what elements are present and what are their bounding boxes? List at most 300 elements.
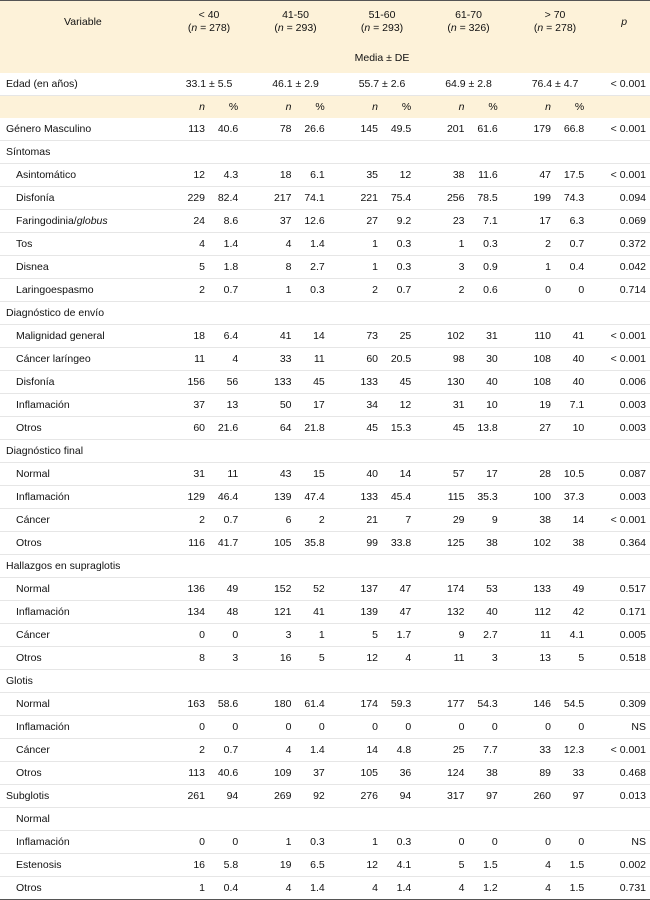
row-label: Cáncer <box>0 624 166 647</box>
pct-cell: 54.5 <box>555 693 598 716</box>
pct-cell: 12.6 <box>296 210 339 233</box>
p-value: NS <box>598 831 650 854</box>
pct-cell: 61.6 <box>469 118 512 141</box>
n-cell: 113 <box>166 118 209 141</box>
pct-cell: 54.3 <box>469 693 512 716</box>
pct-cell: 9 <box>469 509 512 532</box>
p-value: 0.006 <box>598 371 650 394</box>
pct-cell: 49 <box>209 578 252 601</box>
pct-cell: 17.5 <box>555 164 598 187</box>
p-value <box>598 808 650 831</box>
n-cell: 276 <box>339 785 382 808</box>
row-label: Normal <box>0 693 166 716</box>
pct-cell: 0.6 <box>469 279 512 302</box>
pct-cell: 48 <box>209 601 252 624</box>
pct-cell: 0.9 <box>469 256 512 279</box>
group-label: > 70 <box>544 9 566 21</box>
pct-cell: 58.6 <box>209 693 252 716</box>
row-label: Laringoespasmo <box>0 279 166 302</box>
p-value: < 0.001 <box>598 164 650 187</box>
n-cell: 179 <box>512 118 555 141</box>
n-cell: 17 <box>512 210 555 233</box>
pct-cell: 47 <box>382 578 425 601</box>
n-cell <box>166 555 209 578</box>
n-header: n <box>372 101 378 113</box>
n-cell: 105 <box>252 532 295 555</box>
table-row <box>0 463 650 486</box>
n-cell: 43 <box>252 463 295 486</box>
n-cell: 19 <box>252 854 295 877</box>
n-cell: 24 <box>166 210 209 233</box>
pct-cell: 1.5 <box>469 854 512 877</box>
pct-cell: 0 <box>469 716 512 739</box>
n-cell: 108 <box>512 371 555 394</box>
p-value <box>598 555 650 578</box>
table-row <box>0 164 650 187</box>
pct-header: % <box>469 96 512 119</box>
pct-cell <box>209 141 252 164</box>
n-cell: 3 <box>425 256 468 279</box>
pct-cell: 53 <box>469 578 512 601</box>
section-label: Diagnóstico final <box>0 440 166 463</box>
pct-cell <box>469 141 512 164</box>
n-cell: 38 <box>425 164 468 187</box>
pct-cell: 4.8 <box>382 739 425 762</box>
pct-cell: 1.4 <box>296 739 339 762</box>
p-value: 0.069 <box>598 210 650 233</box>
n-cell: 11 <box>166 348 209 371</box>
n-cell <box>252 141 295 164</box>
n-cell: 139 <box>252 486 295 509</box>
pct-cell: 40.6 <box>209 762 252 785</box>
row-label: Otros <box>0 762 166 785</box>
section-label: Hallazgos en supraglotis <box>0 555 166 578</box>
pct-cell: 0 <box>555 279 598 302</box>
pct-cell: 0 <box>209 716 252 739</box>
n-cell: 0 <box>512 279 555 302</box>
p-value: 0.309 <box>598 693 650 716</box>
n-cell: 78 <box>252 118 295 141</box>
n-cell: 89 <box>512 762 555 785</box>
p-value: 0.087 <box>598 463 650 486</box>
pct-cell: 56 <box>209 371 252 394</box>
n-cell: 27 <box>339 210 382 233</box>
row-label: Inflamación <box>0 601 166 624</box>
pct-cell: 0.4 <box>555 256 598 279</box>
pct-cell: 40 <box>469 371 512 394</box>
p-value: < 0.001 <box>598 325 650 348</box>
n-cell <box>339 808 382 831</box>
row-label: Faringodinia/globus <box>0 210 166 233</box>
pct-cell: 41 <box>296 601 339 624</box>
pct-cell: 74.3 <box>555 187 598 210</box>
pct-cell: 0.3 <box>382 256 425 279</box>
n-cell: 261 <box>166 785 209 808</box>
pct-cell: 2.7 <box>469 624 512 647</box>
table-row <box>0 486 650 509</box>
group-n-prefix: n <box>450 22 457 34</box>
table-row <box>0 509 650 532</box>
n-cell: 145 <box>339 118 382 141</box>
pct-cell: 6.4 <box>209 325 252 348</box>
n-cell: 110 <box>512 325 555 348</box>
pct-cell <box>209 670 252 693</box>
age-value: 55.7 ± 2.6 <box>339 73 426 96</box>
pct-cell: 14 <box>382 463 425 486</box>
table-row <box>0 739 650 762</box>
n-cell: 229 <box>166 187 209 210</box>
age-value: 46.1 ± 2.9 <box>252 73 339 96</box>
pct-cell: 40 <box>555 348 598 371</box>
pct-cell: 0.3 <box>296 831 339 854</box>
pct-cell: 37.3 <box>555 486 598 509</box>
pct-cell: 1.8 <box>209 256 252 279</box>
pct-cell: 14 <box>555 509 598 532</box>
row-label: Cáncer <box>0 739 166 762</box>
p-value: < 0.001 <box>598 739 650 762</box>
n-cell: 1 <box>252 279 295 302</box>
p-value <box>598 141 650 164</box>
p-header: p <box>598 1 650 44</box>
n-cell: 4 <box>512 854 555 877</box>
pct-cell: 66.8 <box>555 118 598 141</box>
n-cell: 221 <box>339 187 382 210</box>
p-value: 0.372 <box>598 233 650 256</box>
n-cell: 180 <box>252 693 295 716</box>
n-cell: 0 <box>425 831 468 854</box>
n-cell: 133 <box>339 371 382 394</box>
n-cell <box>252 555 295 578</box>
pct-cell: 0.4 <box>209 877 252 900</box>
n-cell: 2 <box>166 739 209 762</box>
n-cell: 100 <box>512 486 555 509</box>
n-cell: 112 <box>512 601 555 624</box>
group-header: < 40 (n = 278) <box>166 1 253 44</box>
table-row <box>0 325 650 348</box>
n-cell <box>512 302 555 325</box>
pct-cell <box>209 555 252 578</box>
n-cell: 41 <box>252 325 295 348</box>
p-value: 0.171 <box>598 601 650 624</box>
n-cell <box>512 670 555 693</box>
row-label: Disfonía <box>0 187 166 210</box>
n-cell: 11 <box>425 647 468 670</box>
pct-cell <box>555 555 598 578</box>
pct-cell: 14 <box>296 325 339 348</box>
p-value: 0.364 <box>598 532 650 555</box>
n-cell: 31 <box>166 463 209 486</box>
pct-cell: 1.4 <box>209 233 252 256</box>
group-n-prefix: n <box>277 22 284 34</box>
section-label: Glotis <box>0 670 166 693</box>
pct-cell <box>382 302 425 325</box>
pct-cell <box>296 670 339 693</box>
pct-cell: 1.4 <box>296 233 339 256</box>
n-cell <box>425 141 468 164</box>
pct-cell: 74.1 <box>296 187 339 210</box>
pct-cell <box>555 141 598 164</box>
n-cell: 60 <box>166 417 209 440</box>
row-label: Otros <box>0 647 166 670</box>
group-label: 41-50 <box>282 9 309 21</box>
pct-cell: 97 <box>469 785 512 808</box>
group-header: 51-60 (n = 293) <box>339 1 426 44</box>
n-cell: 0 <box>339 716 382 739</box>
pct-cell: 47 <box>382 601 425 624</box>
n-cell: 1 <box>166 877 209 900</box>
n-cell: 29 <box>425 509 468 532</box>
n-cell: 1 <box>425 233 468 256</box>
n-cell: 98 <box>425 348 468 371</box>
p-value: 0.003 <box>598 486 650 509</box>
pct-cell: 38 <box>555 532 598 555</box>
section-row <box>0 555 650 578</box>
table-row <box>0 371 650 394</box>
pct-cell: 5.8 <box>209 854 252 877</box>
p-value: 0.003 <box>598 417 650 440</box>
p-value: NS <box>598 716 650 739</box>
pct-cell: 82.4 <box>209 187 252 210</box>
p-value: 0.517 <box>598 578 650 601</box>
n-cell: 73 <box>339 325 382 348</box>
pct-cell: 4.3 <box>209 164 252 187</box>
n-cell: 125 <box>425 532 468 555</box>
pct-cell <box>296 302 339 325</box>
n-header: n <box>545 101 551 113</box>
n-cell: 113 <box>166 762 209 785</box>
pct-header: % <box>555 96 598 119</box>
table-row <box>0 854 650 877</box>
pct-cell: 41.7 <box>209 532 252 555</box>
group-n-value: = 293) <box>370 22 404 34</box>
n-cell: 5 <box>425 854 468 877</box>
row-label: Subglotis <box>0 785 166 808</box>
pct-cell: 33 <box>555 762 598 785</box>
group-n-value: = 278) <box>197 22 231 34</box>
n-cell: 2 <box>512 233 555 256</box>
n-cell: 0 <box>166 624 209 647</box>
pct-cell: 0.7 <box>209 509 252 532</box>
p-value: < 0.001 <box>598 73 650 96</box>
n-cell <box>166 302 209 325</box>
pct-cell <box>555 302 598 325</box>
p-value: < 0.001 <box>598 509 650 532</box>
age-label: Edad (en años) <box>0 73 166 96</box>
age-value: 76.4 ± 4.7 <box>512 73 599 96</box>
n-cell: 132 <box>425 601 468 624</box>
n-cell: 38 <box>512 509 555 532</box>
section-label: Síntomas <box>0 141 166 164</box>
p-value: 0.094 <box>598 187 650 210</box>
pct-cell <box>469 808 512 831</box>
group-n-prefix: n <box>537 22 544 34</box>
pct-cell: 13.8 <box>469 417 512 440</box>
pct-cell <box>296 808 339 831</box>
age-row <box>0 73 650 96</box>
pct-cell: 59.3 <box>382 693 425 716</box>
pct-header: % <box>209 96 252 119</box>
pct-cell: 35.3 <box>469 486 512 509</box>
n-cell: 163 <box>166 693 209 716</box>
n-cell <box>339 302 382 325</box>
n-cell: 201 <box>425 118 468 141</box>
section-row <box>0 440 650 463</box>
n-cell: 5 <box>339 624 382 647</box>
p-value: 0.042 <box>598 256 650 279</box>
n-cell: 19 <box>512 394 555 417</box>
group-n-value: = 278) <box>543 22 577 34</box>
table-row <box>0 256 650 279</box>
n-cell: 21 <box>339 509 382 532</box>
n-cell: 37 <box>166 394 209 417</box>
n-cell: 33 <box>512 739 555 762</box>
n-cell: 16 <box>166 854 209 877</box>
pct-cell: 42 <box>555 601 598 624</box>
n-cell: 174 <box>425 578 468 601</box>
pct-cell: 0.3 <box>382 831 425 854</box>
pct-cell <box>382 808 425 831</box>
pct-cell: 75.4 <box>382 187 425 210</box>
pct-cell: 6.3 <box>555 210 598 233</box>
n-cell: 18 <box>252 164 295 187</box>
row-label: Otros <box>0 417 166 440</box>
pct-cell: 1.4 <box>296 877 339 900</box>
pct-cell <box>382 440 425 463</box>
n-cell: 14 <box>339 739 382 762</box>
pct-cell: 61.4 <box>296 693 339 716</box>
n-cell: 60 <box>339 348 382 371</box>
n-cell: 109 <box>252 762 295 785</box>
pct-cell: 17 <box>469 463 512 486</box>
pct-cell: 0 <box>209 831 252 854</box>
pct-cell: 11.6 <box>469 164 512 187</box>
pct-cell: 33.8 <box>382 532 425 555</box>
p-value: < 0.001 <box>598 118 650 141</box>
n-cell: 1 <box>339 233 382 256</box>
n-cell <box>252 440 295 463</box>
row-label: Otros <box>0 532 166 555</box>
section-label: Diagnóstico de envío <box>0 302 166 325</box>
row-label: Cáncer laríngeo <box>0 348 166 371</box>
n-cell: 102 <box>425 325 468 348</box>
pct-cell <box>209 808 252 831</box>
pct-cell: 6.1 <box>296 164 339 187</box>
table-row <box>0 118 650 141</box>
pct-cell: 13 <box>209 394 252 417</box>
pct-cell: 10 <box>555 417 598 440</box>
pct-cell: 0.7 <box>382 279 425 302</box>
n-cell: 0 <box>425 716 468 739</box>
pct-cell: 1 <box>296 624 339 647</box>
n-cell: 12 <box>339 647 382 670</box>
n-cell: 108 <box>512 348 555 371</box>
table-row <box>0 187 650 210</box>
pct-cell: 52 <box>296 578 339 601</box>
p-value: 0.714 <box>598 279 650 302</box>
table-row <box>0 831 650 854</box>
n-cell: 134 <box>166 601 209 624</box>
pct-cell <box>469 670 512 693</box>
pct-cell: 2.7 <box>296 256 339 279</box>
pct-cell: 94 <box>209 785 252 808</box>
n-cell <box>166 440 209 463</box>
row-label: Inflamación <box>0 716 166 739</box>
pct-cell <box>469 302 512 325</box>
n-cell: 28 <box>512 463 555 486</box>
n-cell <box>166 808 209 831</box>
table-row <box>0 348 650 371</box>
n-cell: 5 <box>166 256 209 279</box>
n-cell: 1 <box>512 256 555 279</box>
n-cell <box>166 670 209 693</box>
n-cell: 12 <box>339 854 382 877</box>
pct-cell <box>296 440 339 463</box>
n-cell: 64 <box>252 417 295 440</box>
pct-cell: 40.6 <box>209 118 252 141</box>
n-cell: 133 <box>252 371 295 394</box>
pct-cell <box>469 555 512 578</box>
n-cell: 317 <box>425 785 468 808</box>
p-value: 0.468 <box>598 762 650 785</box>
n-cell <box>425 670 468 693</box>
n-cell: 130 <box>425 371 468 394</box>
pct-cell: 92 <box>296 785 339 808</box>
n-cell: 3 <box>252 624 295 647</box>
pct-cell: 20.5 <box>382 348 425 371</box>
pct-cell <box>209 440 252 463</box>
n-cell: 4 <box>512 877 555 900</box>
n-cell: 177 <box>425 693 468 716</box>
pct-cell: 12 <box>382 394 425 417</box>
pct-cell <box>296 141 339 164</box>
table-row <box>0 532 650 555</box>
pct-header: % <box>382 96 425 119</box>
pct-cell: 0.3 <box>382 233 425 256</box>
pct-cell: 1.4 <box>382 877 425 900</box>
n-cell: 8 <box>166 647 209 670</box>
n-cell: 4 <box>339 877 382 900</box>
row-label: Asintomático <box>0 164 166 187</box>
table-row <box>0 877 650 900</box>
pct-cell: 4 <box>209 348 252 371</box>
pct-cell: 49.5 <box>382 118 425 141</box>
pct-cell: 12.3 <box>555 739 598 762</box>
n-cell <box>425 555 468 578</box>
media-de-label: Media ± DE <box>166 43 599 73</box>
n-cell: 9 <box>425 624 468 647</box>
n-cell <box>512 141 555 164</box>
table-row <box>0 808 650 831</box>
group-label: 61-70 <box>455 9 482 21</box>
pct-cell: 41 <box>555 325 598 348</box>
pct-cell: 11 <box>209 463 252 486</box>
pct-cell: 10.5 <box>555 463 598 486</box>
pct-cell: 40 <box>469 601 512 624</box>
pct-cell: 7 <box>382 509 425 532</box>
n-cell <box>339 670 382 693</box>
pct-cell: 37 <box>296 762 339 785</box>
n-cell: 4 <box>252 877 295 900</box>
n-cell: 121 <box>252 601 295 624</box>
age-value: 64.9 ± 2.8 <box>425 73 512 96</box>
pct-cell: 0 <box>469 831 512 854</box>
n-cell: 1 <box>339 256 382 279</box>
table-row <box>0 578 650 601</box>
pct-cell: 4.1 <box>382 854 425 877</box>
pct-cell: 21.8 <box>296 417 339 440</box>
row-label: Disfonía <box>0 371 166 394</box>
n-cell <box>339 555 382 578</box>
